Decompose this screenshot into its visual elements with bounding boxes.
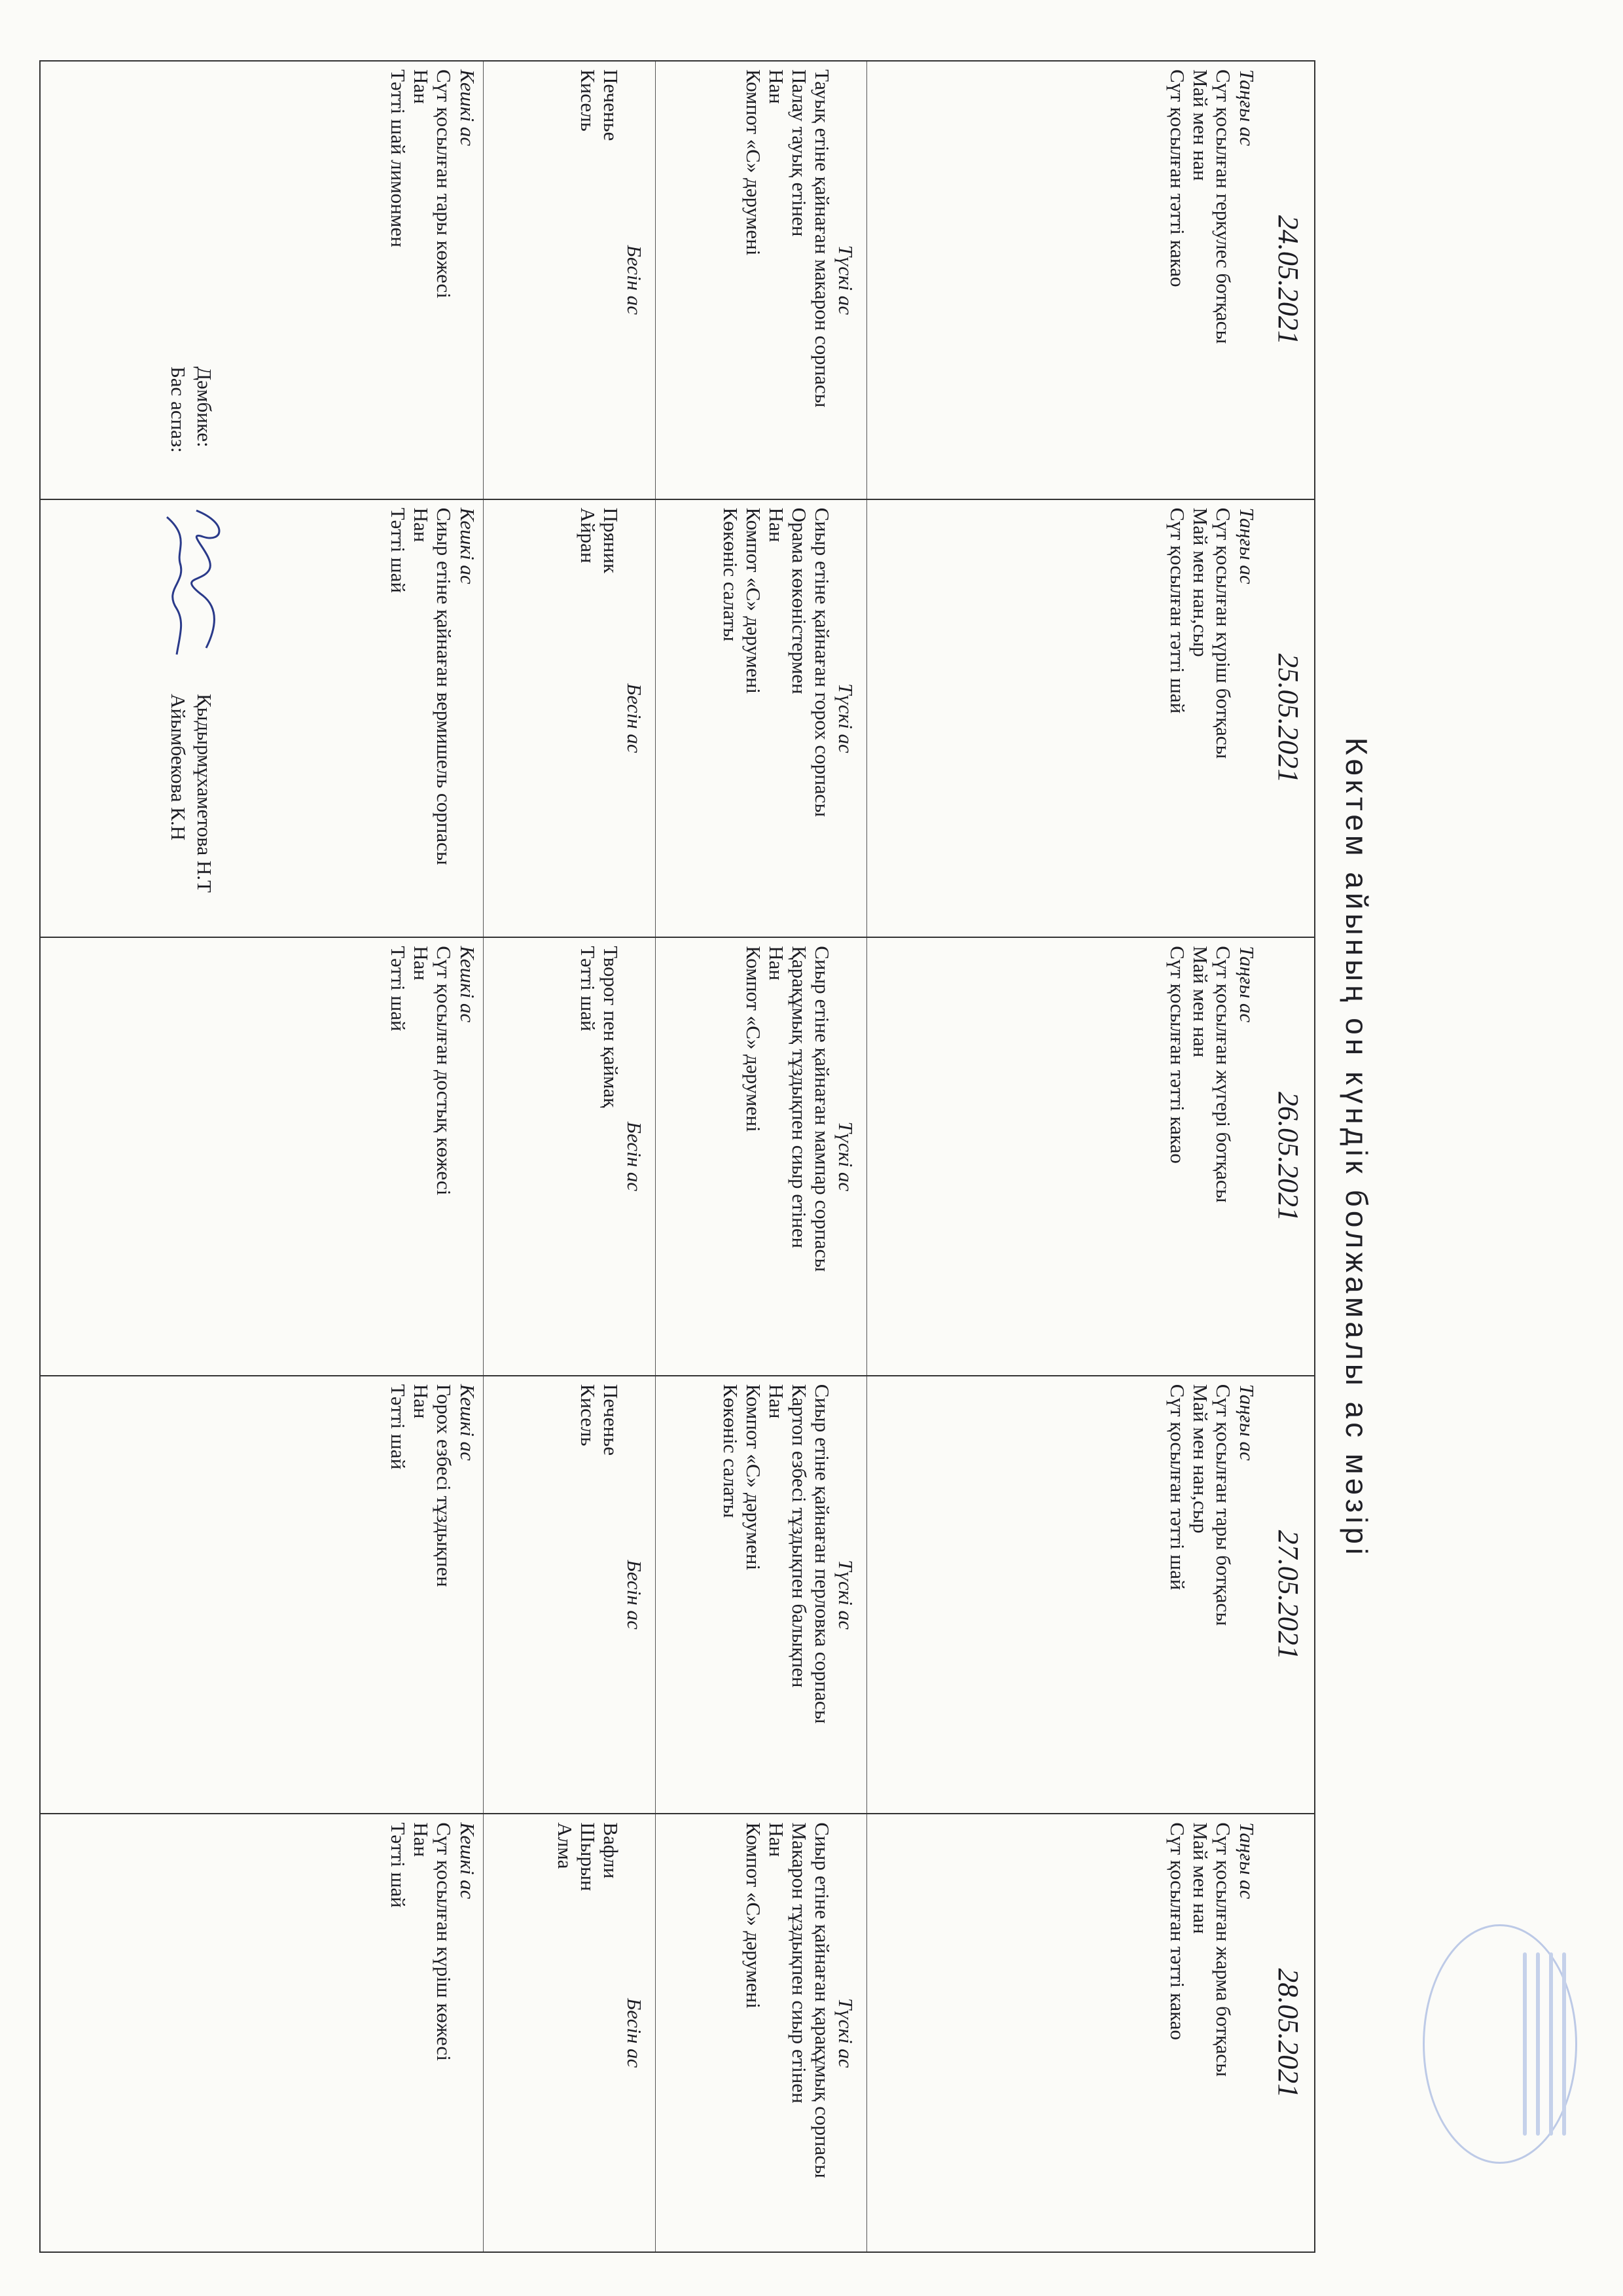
breakfast-label: Таңғы ас [1236,69,1258,147]
snack-label: Бесін ас [623,683,646,753]
breakfast-item: Сүт қосылған тәтті какао [1166,946,1189,1164]
dinner-item: Нан [410,1822,433,1857]
breakfast-label: Таңғы ас [1236,1822,1258,1899]
dinner-item: Сүт қосылған тары көжесі [433,69,455,298]
lunch-item: Компот «С» дәрумені [742,1384,765,1571]
day-date: 26.05.2021 [1272,1091,1304,1221]
lunch-item: Көкөніс салаты [719,507,742,642]
lunch-item: Сиыр етіне қайнаған горох сорпасы [811,507,834,817]
lunch-item: Палау тауық етінен [788,69,811,237]
snack-label: Бесін ас [623,1121,646,1192]
dinner-label: Кешкі ас [456,1384,479,1461]
lunch-item: Компот «С» дәрумені [742,1822,765,2009]
lunch-item: Қарақұмық тұздықпен сиыр етінен [788,946,811,1249]
day-date: 24.05.2021 [1272,215,1304,345]
dinner-item: Сиыр етіне қайнаған вермишель сорпасы [433,507,455,865]
snack-item: Пряник [599,507,622,573]
dinner-item: Тәтті шай [387,946,410,1031]
snack-item: Алма [554,1822,577,1869]
lunch-item: Нан [765,507,788,543]
snack-item: Тәтті шай [577,946,599,1031]
snack-item: Печенье [599,1384,622,1456]
snack-item: Вафли [599,1822,622,1879]
dinner-label: Кешкі ас [456,69,479,147]
breakfast-item: Сүт қосылған тәтті шай [1166,1384,1189,1590]
approval-stamp [1423,1924,1577,2164]
dinner-item: Сүт қосылған күріш көжесі [433,1822,455,2061]
dinner-item: Сүт қосылған достық көжесі [433,946,455,1196]
dinner-item: Нан [410,1384,433,1419]
dinner-item: Нан [410,69,433,104]
dinner-label: Кешкі ас [456,507,479,584]
lunch-label: Түскі ас [834,1121,857,1192]
page-title: Көктем айының он күндік болжамалы ас мәзірі [1340,737,1374,1559]
day-column-3 [40,1376,1315,1814]
lunch-item: Сиыр етіне қайнаған перловка сорпасы [811,1384,834,1724]
breakfast-item: Май мен нан [1189,69,1212,181]
breakfast-item: Май мен нан [1189,1822,1212,1934]
lunch-label: Түскі ас [834,1998,857,2068]
breakfast-item: Сүт қосылған геркулес ботқасы [1212,69,1235,344]
breakfast-item: Сүт қосылған жарма ботқасы [1212,1822,1235,2077]
snack-item: Творог пен қаймақ [599,946,622,1108]
dinner-item: Горох езбесі тұздықпен [433,1384,455,1587]
lunch-item: Нан [765,69,788,104]
lunch-item: Сиыр етіне қайнаған мампар сорпасы [811,946,834,1272]
lunch-item: Сиыр етіне қайнаған қарақұмық сорпасы [811,1822,834,2178]
day-date: 28.05.2021 [1272,1968,1304,2098]
snack-label: Бесін ас [623,1560,646,1630]
cook-label: Дәмбике: [193,367,216,448]
breakfast-item: Май мен нан,сыр [1189,1384,1212,1534]
dinner-label: Кешкі ас [456,946,479,1023]
signature [151,497,242,668]
lunch-label: Түскі ас [834,683,857,753]
cook-name: Қыдырмұхаметова Н.Т [193,694,216,893]
breakfast-item: Май мен нан [1189,946,1212,1058]
dinner-item: Тәтті шай [387,1384,410,1470]
lunch-item: Компот «С» дәрумені [742,69,765,256]
head-cook-label: Бас аспаз: [167,367,190,453]
lunch-label: Түскі ас [834,1560,857,1630]
lunch-item: Орама көкөністермен [788,507,811,694]
lunch-item: Компот «С» дәрумені [742,507,765,694]
day-column-2 [40,937,1315,1376]
breakfast-item: Сүт қосылған тәтті шай [1166,507,1189,714]
breakfast-label: Таңғы ас [1236,507,1258,584]
dinner-item: Тәтті шай лимонмен [387,69,410,247]
snack-label: Бесін ас [623,1998,646,2068]
lunch-item: Көкөніс салаты [719,1384,742,1518]
dinner-label: Кешкі ас [456,1822,479,1899]
breakfast-label: Таңғы ас [1236,1384,1258,1461]
menu-table [39,60,1315,2253]
dinner-item: Нан [410,507,433,543]
snack-item: Печенье [599,69,622,141]
lunch-item: Тауық етіне қайнаған макарон сорпасы [811,69,834,408]
menu-row [40,61,1315,2252]
snack-item: Кисель [577,69,599,132]
snack-label: Бесін ас [623,245,646,315]
snack-item: Айран [577,507,599,564]
dinner-item: Тәтті шай [387,1822,410,1908]
head-cook-name: Айымбекова К.Н [167,694,190,841]
breakfast-item: Май мен нан,сыр [1189,507,1212,657]
lunch-item: Картоп езбесі тұздықпен балықпен [788,1384,811,1688]
day-date: 25.05.2021 [1272,653,1304,783]
day-column-0 [40,61,1315,499]
lunch-item: Нан [765,1384,788,1419]
snack-item: Кисель [577,1384,599,1446]
lunch-item: Нан [765,1822,788,1857]
lunch-item: Макарон тұздықпен сиыр етінен [788,1822,811,2104]
lunch-item: Компот «С» дәрумені [742,946,765,1132]
snack-item: Шырын [577,1822,599,1892]
lunch-item: Нан [765,946,788,980]
breakfast-item: Сүт қосылған жүгері ботқасы [1212,946,1235,1203]
dinner-item: Тәтті шай [387,507,410,593]
breakfast-item: Сүт қосылған тәтті какао [1166,1822,1189,2041]
dinner-item: Нан [410,946,433,980]
day-date: 27.05.2021 [1272,1530,1304,1660]
breakfast-item: Сүт қосылған тәтті какао [1166,69,1189,287]
day-column-4 [40,1814,1315,2252]
breakfast-item: Сүт қосылған тары ботқасы [1212,1384,1235,1626]
lunch-label: Түскі ас [834,245,857,315]
breakfast-item: Сүт қосылған күріш ботқасы [1212,507,1235,759]
breakfast-label: Таңғы ас [1236,946,1258,1023]
